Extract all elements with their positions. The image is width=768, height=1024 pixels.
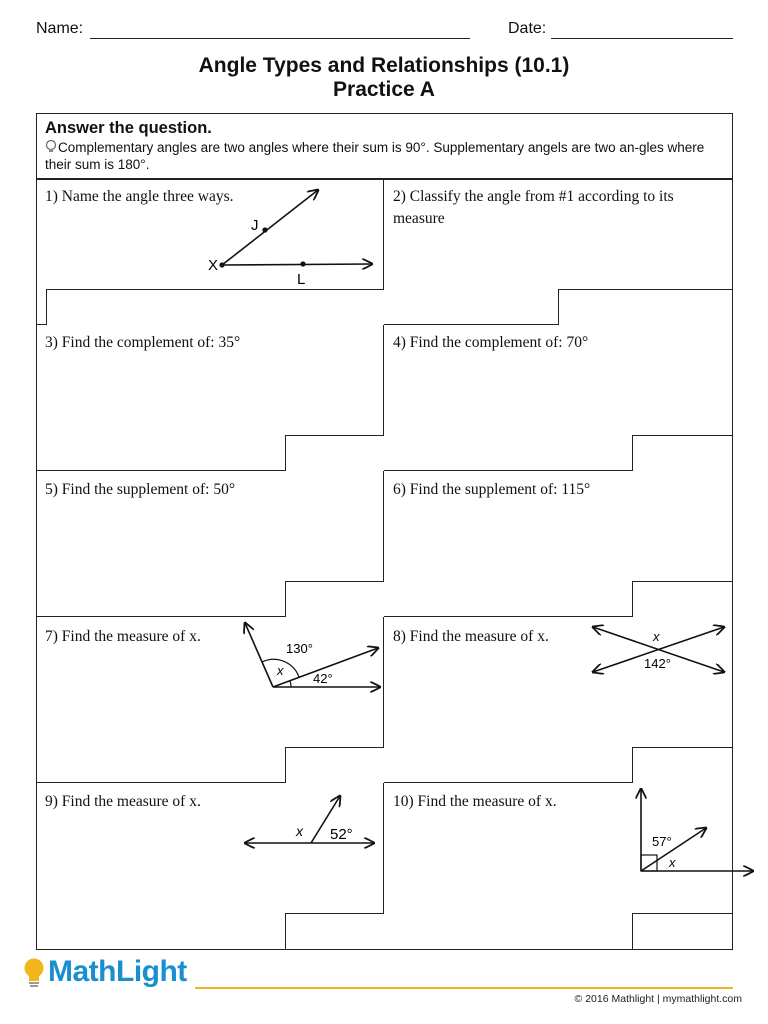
- mathlight-logo: [22, 955, 202, 995]
- logo-text: MathLight: [48, 955, 187, 988]
- page-title: Angle Types and Relationships (10.1): [198, 54, 570, 77]
- question-5: 5) Find the supplement of: 50°: [45, 481, 236, 498]
- q8-angle-142: 142°: [644, 656, 671, 671]
- q9-angle-52: 52°: [330, 826, 353, 843]
- question-3: 3) Find the complement of: 35°: [45, 334, 241, 351]
- q9-var-x: x: [296, 823, 303, 839]
- question-9: 9) Find the measure of x.: [45, 793, 201, 810]
- q10-var-x: x: [669, 855, 676, 870]
- page-subtitle: Practice A: [333, 78, 435, 101]
- q8-var-x: x: [653, 629, 660, 644]
- q7-angle-42: 42°: [313, 671, 333, 686]
- point-x-label: X: [208, 257, 219, 274]
- q8-angle-figure: [593, 627, 724, 672]
- q9-angle-figure: [245, 796, 374, 843]
- point-l-label: L: [297, 271, 306, 288]
- q10-angle-57: 57°: [652, 834, 672, 849]
- question-2: 2) Classify the angle from #1 according to its measure: [393, 188, 674, 227]
- question-8: 8) Find the measure of x.: [393, 628, 549, 645]
- copyright-text: © 2016 Mathlight | mymathlight.com: [574, 993, 742, 1005]
- tip-text: Complementary angles are two angles where their sum is 90°. Supplementary angels are two an-gles where their sum is 180°.: [45, 140, 705, 172]
- lightbulb-logo-icon: [22, 957, 46, 991]
- question-4: 4) Find the complement of: 70°: [393, 334, 589, 351]
- footer-rule: [195, 987, 733, 989]
- point-j-label: J: [251, 217, 259, 234]
- question-6: 6) Find the supplement of: 115°: [393, 481, 591, 498]
- q10-angle-figure: [641, 789, 753, 871]
- q7-angle-130: 130°: [286, 641, 313, 656]
- q7-angle-figure: [245, 623, 380, 687]
- q7-var-x: x: [277, 663, 284, 678]
- name-label: Name:: [36, 20, 84, 37]
- q1-angle-figure: [208, 190, 372, 288]
- date-label: Date:: [508, 20, 547, 37]
- question-10: 10) Find the measure of x.: [393, 793, 557, 810]
- question-1: 1) Name the angle three ways.: [45, 188, 234, 205]
- instructions-heading: Answer the question.: [45, 119, 212, 137]
- question-7: 7) Find the measure of x.: [45, 628, 201, 645]
